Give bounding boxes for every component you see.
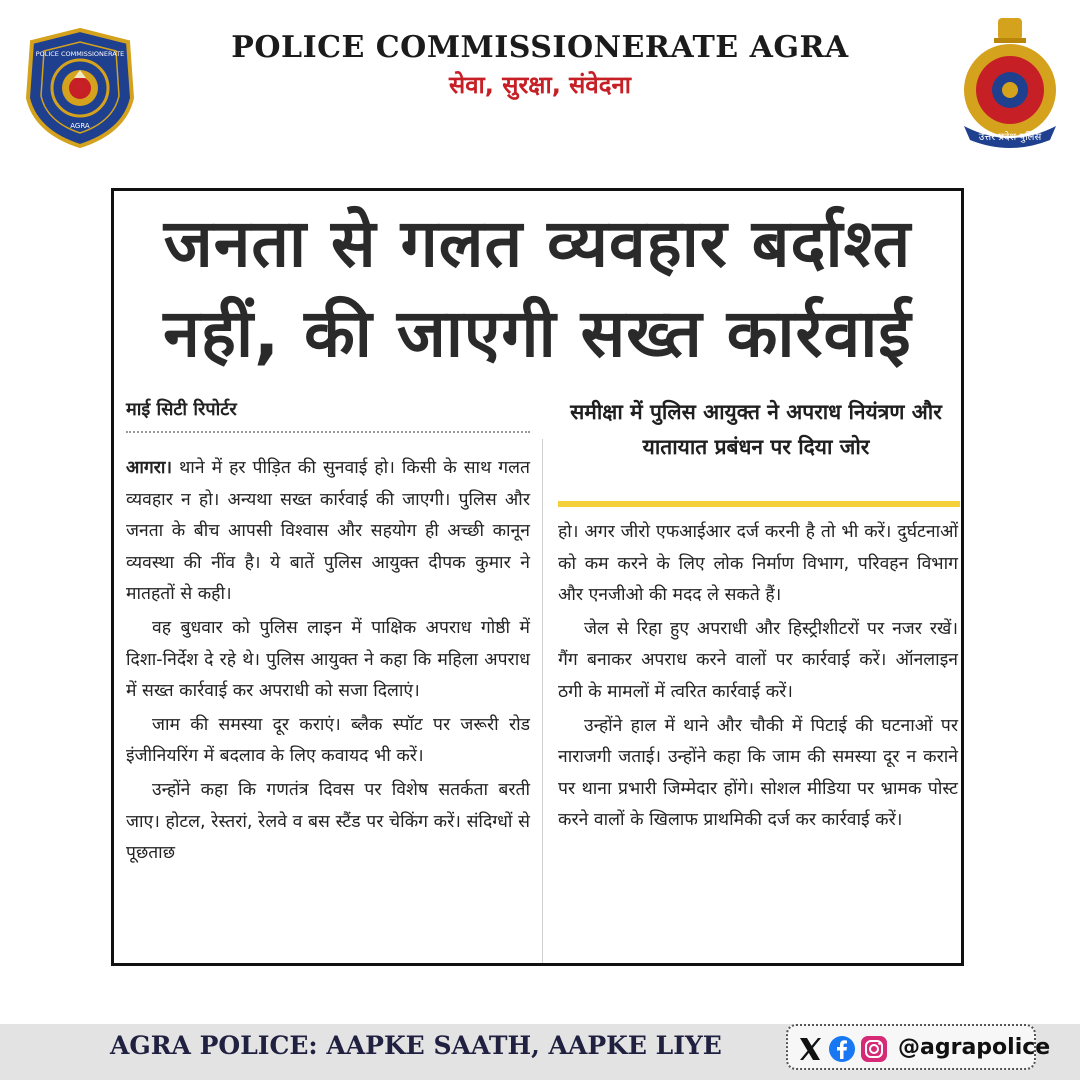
x-icon[interactable] (796, 1035, 824, 1063)
footer-slogan: AGRA POLICE: AAPKE SAATH, AAPKE LIYE (110, 1031, 722, 1060)
subhead-highlight-rule (558, 501, 960, 507)
paragraph-text: थाने में हर पीड़ित की सुनवाई हो। किसी के साथ गलत व्यवहार न हो। अन्यथा सख्त कार्रवाई की जाएगी। पुलिस और जनता के बीच आपसी विश्वास और सहयोग ही अच्छी कानून व्यवस्था की नींव है। ये बातें पुलिस आयुक्त दीपक कुमार ने मातहतों से कही। (126, 458, 530, 605)
dateline: आगरा। (126, 458, 173, 478)
badge-top-text: POLICE COMMISSIONERATE (35, 50, 125, 58)
badge-bottom-text: AGRA (70, 122, 90, 130)
social-handle[interactable]: @agrapolice (898, 1035, 1051, 1060)
paragraph: हो। अगर जीरो एफआईआर दर्ज करनी है तो भी करें। दुर्घटनाओं को कम करने के लिए लोक निर्माण विभाग, परिवहन विभाग और एनजीओ की मदद ले सकते हैं। (558, 522, 958, 606)
instagram-icon[interactable] (860, 1035, 888, 1063)
paragraph: जाम की समस्या दूर कराएं। ब्लैक स्पॉट पर जरूरी रोड इंजीनियरिंग में बदलाव के लिए कवायद भी करें। (126, 714, 530, 767)
social-handle-box[interactable] (786, 1024, 1051, 1070)
byline-divider (126, 431, 530, 433)
page-title: POLICE COMMISSIONERATE AGRA (231, 30, 849, 65)
paragraph: वह बुधवार को पुलिस लाइन में पाक्षिक अपराध गोष्ठी में दिशा-निर्देश दे रहे थे। पुलिस आयुक्त ने कहा कि महिला अपराध में सख्त कार्रवाई कर अपराधी को सजा दिलाएं। (126, 617, 530, 702)
paragraph: उन्होंने कहा कि गणतंत्र दिवस पर विशेष सतर्कता बरती जाए। होटल, रेस्तरां, रेलवे व बस स्टैंड पर चेकिंग करें। संदिग्धों से पूछताछ (126, 779, 530, 864)
emblem-ribbon-text: उत्तर प्रदेश पुलिस (978, 132, 1042, 143)
up-police-emblem-logo (950, 16, 1070, 148)
article-column-right (558, 517, 958, 837)
facebook-icon[interactable] (828, 1035, 856, 1063)
paragraph (126, 453, 530, 611)
headline-line-2: नहीं, की जाएगी सख्त कार्रवाई (163, 295, 912, 372)
headline-line-1: जनता से गलत व्यवहार बर्दाश्त (163, 205, 912, 282)
article-column-left (126, 453, 530, 870)
page-subtitle: सेवा, सुरक्षा, संवेदना (448, 71, 632, 99)
byline: माई सिटी रिपोर्टर (126, 399, 237, 420)
paragraph: जेल से रिहा हुए अपराधी और हिस्ट्रीशीटरों पर नजर रखें। गैंग बनाकर अपराध करने वालों पर कार्रवाई करें। ऑनलाइन ठगी के मामलों में त्वरित कार्रवाई करें। (558, 618, 958, 702)
newspaper-clipping (111, 188, 964, 966)
article-subhead: समीक्षा में पुलिस आयुक्त ने अपराध नियंत्रण और यातायात प्रबंधन पर दिया जोर (570, 400, 942, 459)
column-divider (542, 439, 543, 966)
paragraph: उन्होंने हाल में थाने और चौकी में पिटाई की घटनाओं पर नाराजगी जताई। उन्होंने कहा कि जाम की समस्या दूर न कराने पर थाना प्रभारी जिम्मेदार होंगे। सोशल मीडिया पर भ्रामक पोस्ट करने वालों के खिलाफ प्राथमिकी दर्ज कर कार्रवाई करें। (558, 715, 958, 831)
article-headline (114, 199, 961, 379)
